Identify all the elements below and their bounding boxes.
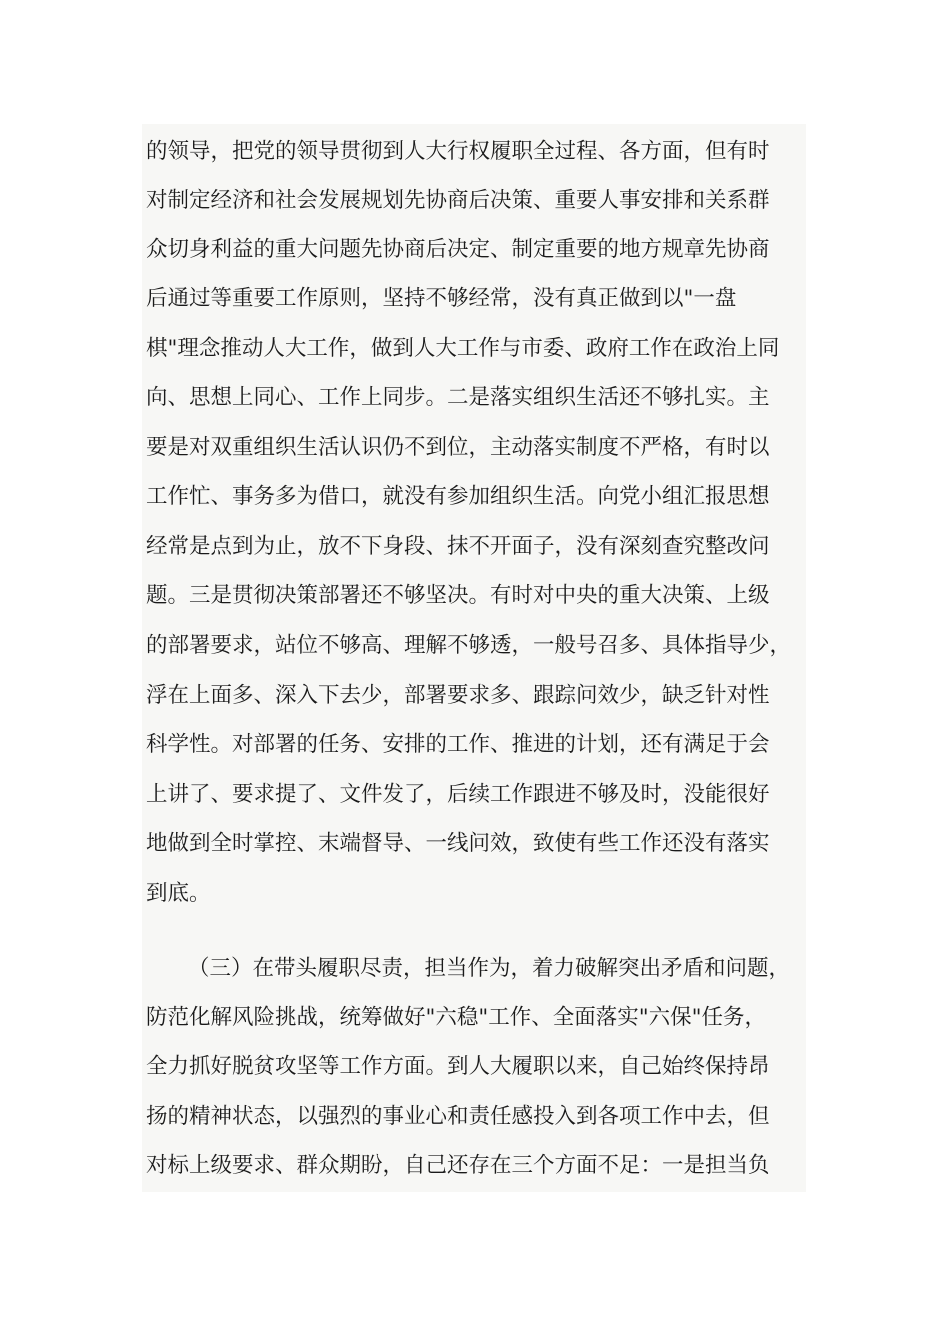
paragraph-1-line: 后通过等重要工作原则，坚持不够经常，没有真正做到以"一盘 [146,286,737,311]
paragraph-2-line: 对标上级要求、群众期盼，自己还存在三个方面不足：一是担当负 [146,1153,770,1178]
paragraph-1-line: 的部署要求，站位不够高、理解不够透，一般号召多、具体指导少， [146,633,792,658]
paragraph-1-line: 众切身利益的重大问题先协商后决定、制定重要的地方规章先协商 [146,237,770,262]
paragraph-1-line: 工作忙、事务多为借口，就没有参加组织生活。向党小组汇报思想 [146,484,770,509]
paragraph-1-line: 的领导，把党的领导贯彻到人大行权履职全过程、各方面，但有时 [146,139,770,164]
paragraph-1-line: 上讲了、要求提了、文件发了，后续工作跟进不够及时，没能很好 [146,782,770,807]
paragraph-1-line: 到底。 [146,881,211,906]
paragraph-2-line: （三）在带头履职尽责，担当作为，着力破解突出矛盾和问题， [188,956,791,981]
paragraph-1-line: 科学性。对部署的任务、安排的工作、推进的计划，还有满足于会 [146,732,770,757]
paragraph-1-line: 棋"理念推动人大工作，做到人大工作与市委、政府工作在政治上同 [146,336,780,361]
paragraph-2-line: 扬的精神状态，以强烈的事业心和责任感投入到各项工作中去，但 [146,1104,770,1129]
paragraph-1-line: 题。三是贯彻决策部署还不够坚决。有时对中央的重大决策、上级 [146,583,770,608]
paragraph-1-line: 浮在上面多、深入下去少，部署要求多、跟踪问效少，缺乏针对性 [146,683,770,708]
paragraph-1-line: 地做到全时掌控、末端督导、一线问效，致使有些工作还没有落实 [146,831,770,856]
paragraph-1-line: 要是对双重组织生活认识仍不到位，主动落实制度不严格，有时以 [146,435,770,460]
paragraph-1-line: 经常是点到为止，放不下身段、抹不开面子，没有深刻查究整改问 [146,534,770,559]
paragraph-1-line: 对制定经济和社会发展规划先协商后决策、重要人事安排和关系群 [146,188,770,213]
paragraph-2-line: 全力抓好脱贫攻坚等工作方面。到人大履职以来，自己始终保持昂 [146,1054,770,1079]
paragraph-2-line: 防范化解风险挑战，统筹做好"六稳"工作、全面落实"六保"任务， [146,1005,767,1030]
paragraph-1-line: 向、思想上同心、工作上同步。二是落实组织生活还不够扎实。主 [146,385,770,410]
